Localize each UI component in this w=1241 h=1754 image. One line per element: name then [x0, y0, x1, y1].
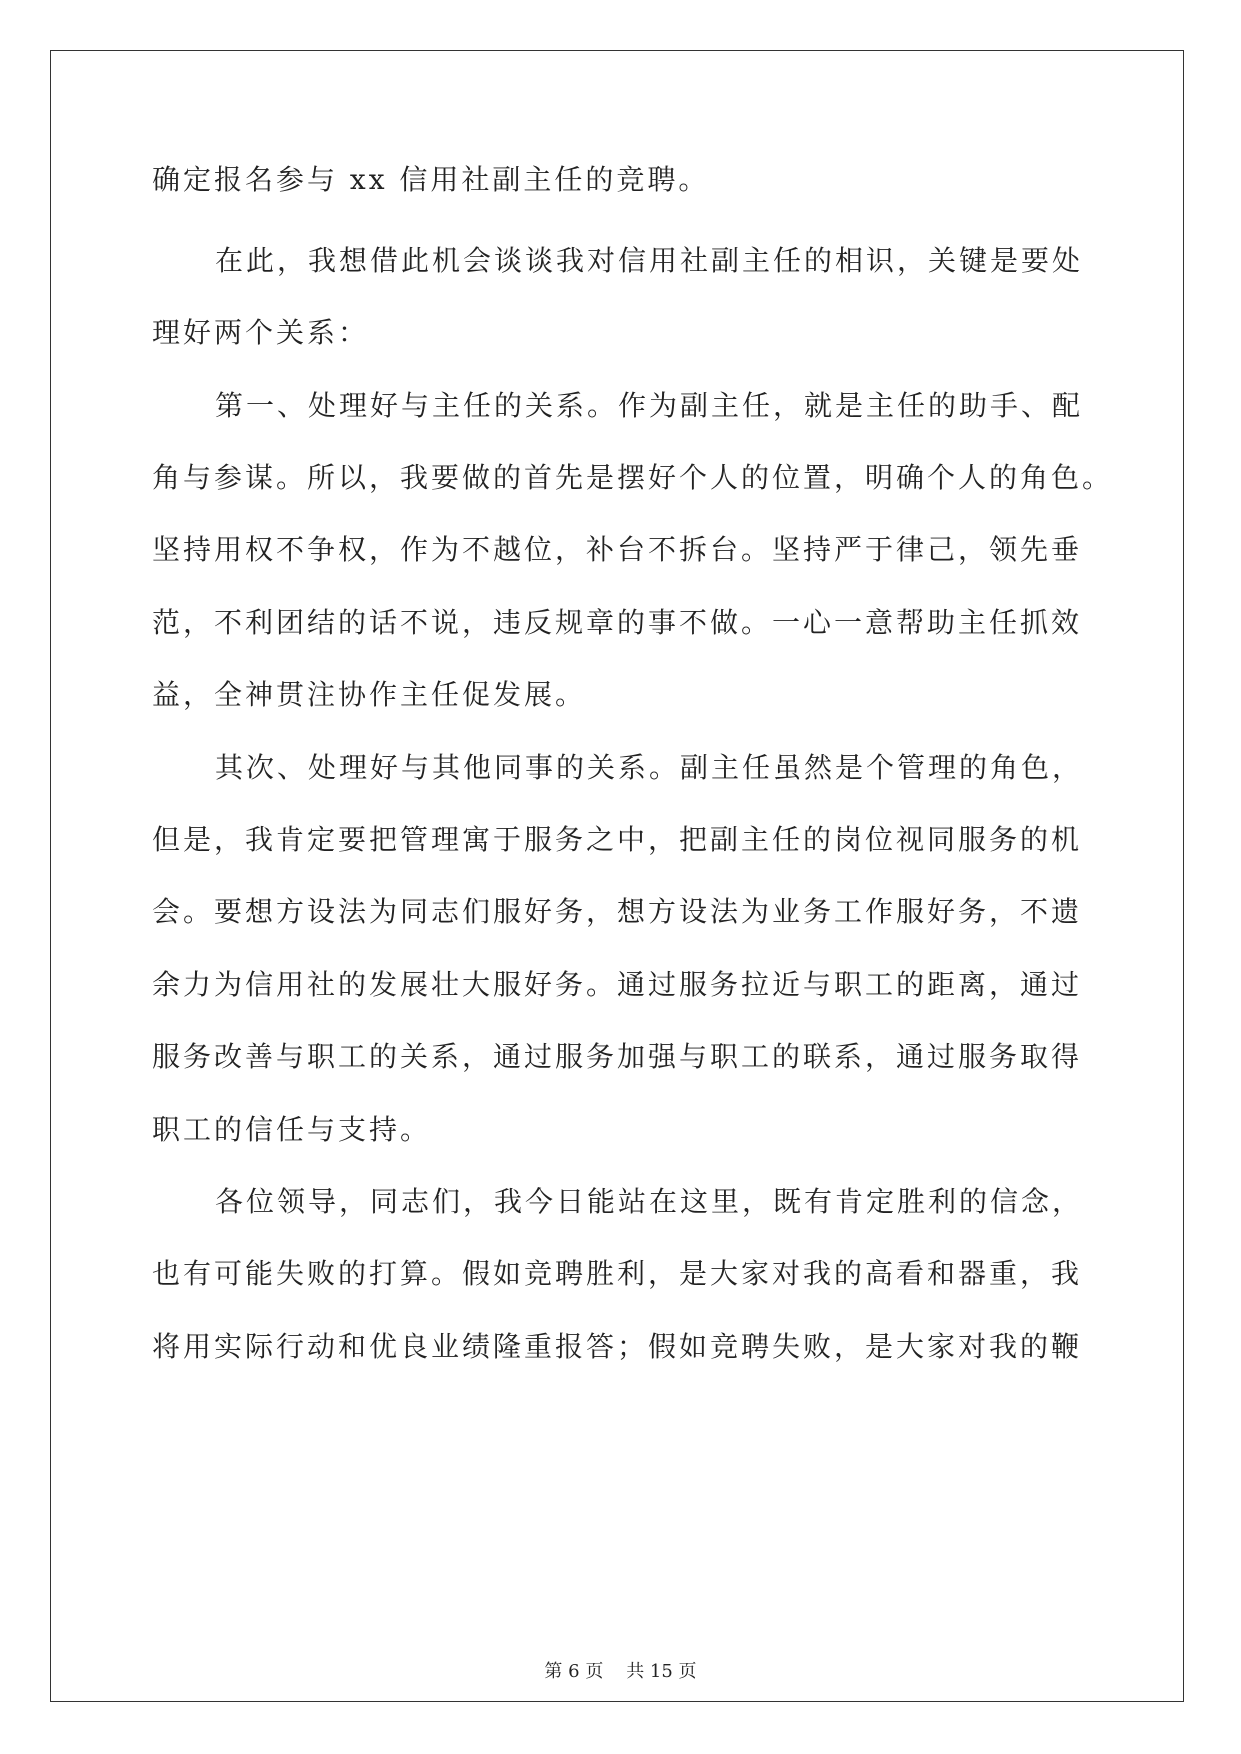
paragraph-start-line: 其次、处理好与其他同事的关系。副主任虽然是个管理的角色，: [215, 751, 1084, 784]
page-number-footer: 第 6 页 共 15 页: [544, 1661, 697, 1682]
text-line: 益，全神贯注协作主任促发展。: [152, 678, 587, 711]
text-line: 将用实际行动和优良业绩隆重报答；假如竞聘失败，是大家对我的鞭: [152, 1330, 1083, 1363]
text-line: 余力为信用社的发展壮大服好务。通过服务拉近与职工的距离，通过: [152, 968, 1083, 1001]
text-line: 理好两个关系：: [152, 316, 370, 349]
text-line: 服务改善与职工的关系，通过服务加强与职工的联系，通过服务取得: [152, 1040, 1083, 1073]
paragraph-start-line: 各位领导，同志们，我今日能站在这里，既有肯定胜利的信念，: [215, 1185, 1084, 1218]
text-line: 确定报名参与 xx 信用社副主任的竞聘。: [152, 163, 710, 196]
paragraph-start-line: 第一、处理好与主任的关系。作为副主任，就是主任的助手、配: [215, 389, 1084, 422]
text-line: 范，不利团结的话不说，违反规章的事不做。一心一意帮助主任抓效: [152, 606, 1083, 639]
text-line: 职工的信任与支持。: [152, 1113, 432, 1146]
text-line: 角与参谋。所以，我要做的首先是摆好个人的位置，明确个人的角色。: [152, 461, 1114, 494]
text-line: 也有可能失败的打算。假如竞聘胜利，是大家对我的高看和器重，我: [152, 1257, 1083, 1290]
text-line: 会。要想方设法为同志们服好务，想方设法为业务工作服好务，不遗: [152, 895, 1083, 928]
text-line: 坚持用权不争权，作为不越位，补台不拆台。坚持严于律己，领先垂: [152, 533, 1083, 566]
page-border: [50, 50, 1184, 1702]
paragraph-start-line: 在此，我想借此机会谈谈我对信用社副主任的相识，关键是要处: [215, 244, 1084, 277]
text-line: 但是，我肯定要把管理寓于服务之中，把副主任的岗位视同服务的机: [152, 823, 1083, 856]
